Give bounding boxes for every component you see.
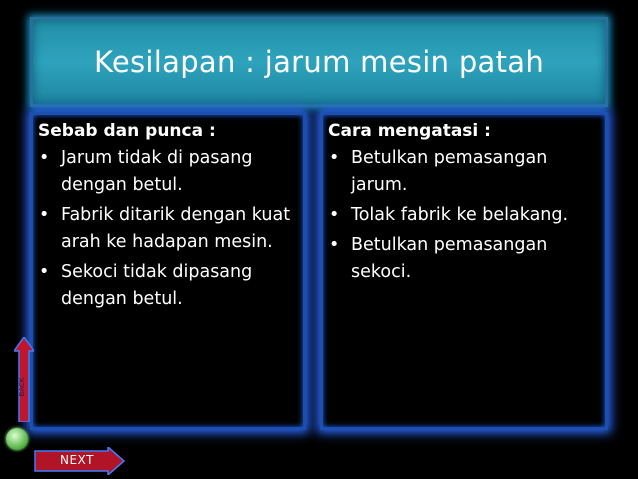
list-item	[323, 202, 605, 229]
list-item	[33, 145, 303, 199]
list-item	[323, 145, 605, 199]
cause-panel	[30, 112, 306, 430]
next-label: NEXT	[60, 453, 94, 467]
title-bar	[30, 17, 608, 107]
solution-panel	[320, 112, 608, 430]
list-item	[323, 232, 605, 286]
solution-heading: Cara mengatasi :	[328, 121, 491, 141]
list-item-text: Fabrik ditarik dengan kuat arah ke hadapan mesin.	[61, 205, 291, 252]
bullet: •	[39, 262, 50, 282]
back-arrow-button[interactable]	[14, 337, 34, 422]
list-item-text: Betulkan pemasangan jarum.	[351, 148, 548, 195]
list-item-text: Tolak fabrik ke belakang.	[351, 205, 569, 225]
back-label: BACK	[18, 377, 26, 397]
bullet: •	[39, 148, 50, 168]
bullet: •	[329, 148, 340, 168]
home-icon[interactable]	[6, 428, 28, 450]
bullet: •	[329, 205, 340, 225]
list-item-text: Jarum tidak di pasang dengan betul.	[61, 148, 253, 195]
list-item-text: Sekoci tidak dipasang dengan betul.	[61, 262, 253, 309]
bullet: •	[329, 235, 340, 255]
list-item	[33, 202, 303, 256]
page-title: Kesilapan : jarum mesin patah	[93, 45, 545, 79]
list-item-text: Betulkan pemasangan sekoci.	[351, 235, 548, 282]
cause-list	[33, 145, 303, 313]
list-item	[33, 259, 303, 313]
bullet: •	[39, 205, 50, 225]
cause-heading: Sebab dan punca :	[38, 121, 216, 141]
solution-list	[323, 145, 605, 286]
next-button[interactable]	[34, 447, 126, 475]
